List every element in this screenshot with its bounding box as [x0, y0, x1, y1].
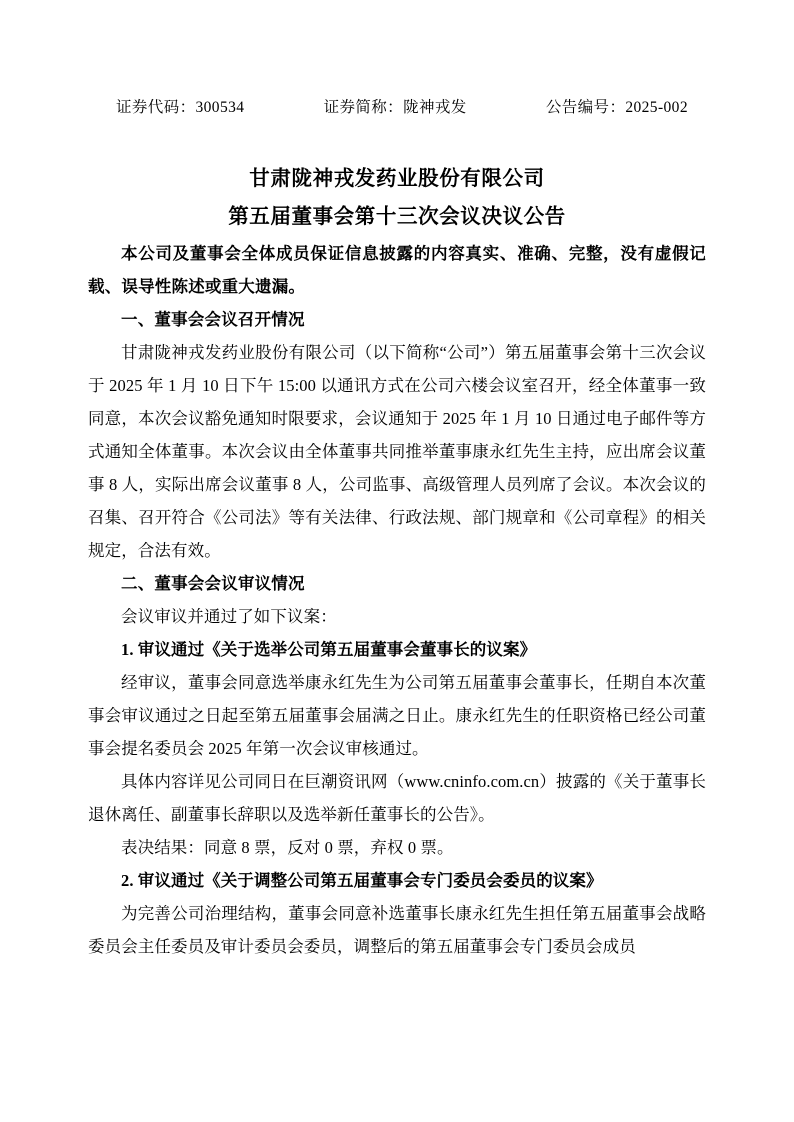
section-2-paragraph-1: 会议审议并通过了如下议案： — [121, 606, 337, 626]
disclosure-statement: 本公司及董事会全体成员保证信息披露的内容真实、准确、完整，没有虚假记载、误导性陈述或重大遗漏。 — [88, 243, 706, 296]
resolution-2-title: 2. 审议通过《关于调整公司第五届董事会专门委员会委员的议案》 — [121, 870, 603, 890]
document-header — [88, 95, 706, 117]
resolution-2-paragraph-1: 为完善公司治理结构，董事会同意补选董事长康永红先生担任第五届董事会战略委员会主任委员及审计委员会委员，调整后的第五届董事会专门委员会成员 — [88, 903, 706, 956]
resolution-1-title: 1. 审议通过《关于选举公司第五届董事会董事长的议案》 — [121, 639, 537, 659]
security-code: 证券代码：300534 — [116, 99, 245, 116]
section-1-paragraph-1: 甘肃陇神戎发药业股份有限公司（以下简称“公司”）第五届董事会第十三次会议于 2025 年 1 月 10 日下午 15:00 以通讯方式在公司六楼会议室召开，经全体董事一致同意，本次会议豁免通知时限要求，会议通知于 2025 年 1 月 10 日通过电子邮件等方式通知全体董事。本次会议由全体董事共同推举董事康永红先生主持，应出席会议董事 8 人，实际出席会议董事 8 人，公司监事、高级管理人员列席了会议。本次会议的召集、召开符合《公司法》等有关法律、行政法规、部门规章和《公司章程》的相关规定，合法有效。 — [88, 342, 706, 560]
section-heading-1: 一、董事会会议召开情况 — [121, 309, 305, 329]
title-line-1: 甘肃陇神戎发药业股份有限公司 — [249, 168, 545, 190]
section-heading-2: 二、董事会会议审议情况 — [121, 573, 305, 593]
title-line-2: 第五届董事会第十三次会议决议公告 — [228, 205, 566, 228]
resolution-1-paragraph-2: 具体内容详见公司同日在巨潮资讯网（www.cninfo.com.cn）披露的《关于董事长退休离任、副董事长辞职以及选举新任董事长的公告》。 — [88, 771, 706, 824]
announcement-number: 公告编号：2025-002 — [545, 99, 688, 116]
page-title — [88, 161, 706, 237]
security-name: 证券简称：陇神戎发 — [323, 99, 467, 116]
resolution-1-vote-result: 表决结果：同意 8 票，反对 0 票，弃权 0 票。 — [121, 837, 454, 857]
resolution-1-paragraph-1: 经审议，董事会同意选举康永红先生为公司第五届董事会董事长，任期自本次董事会审议通过之日起至第五届董事会届满之日止。康永红先生的任职资格已经公司董事会提名委员会 2025 年第一次会议审核通过。 — [88, 672, 706, 758]
